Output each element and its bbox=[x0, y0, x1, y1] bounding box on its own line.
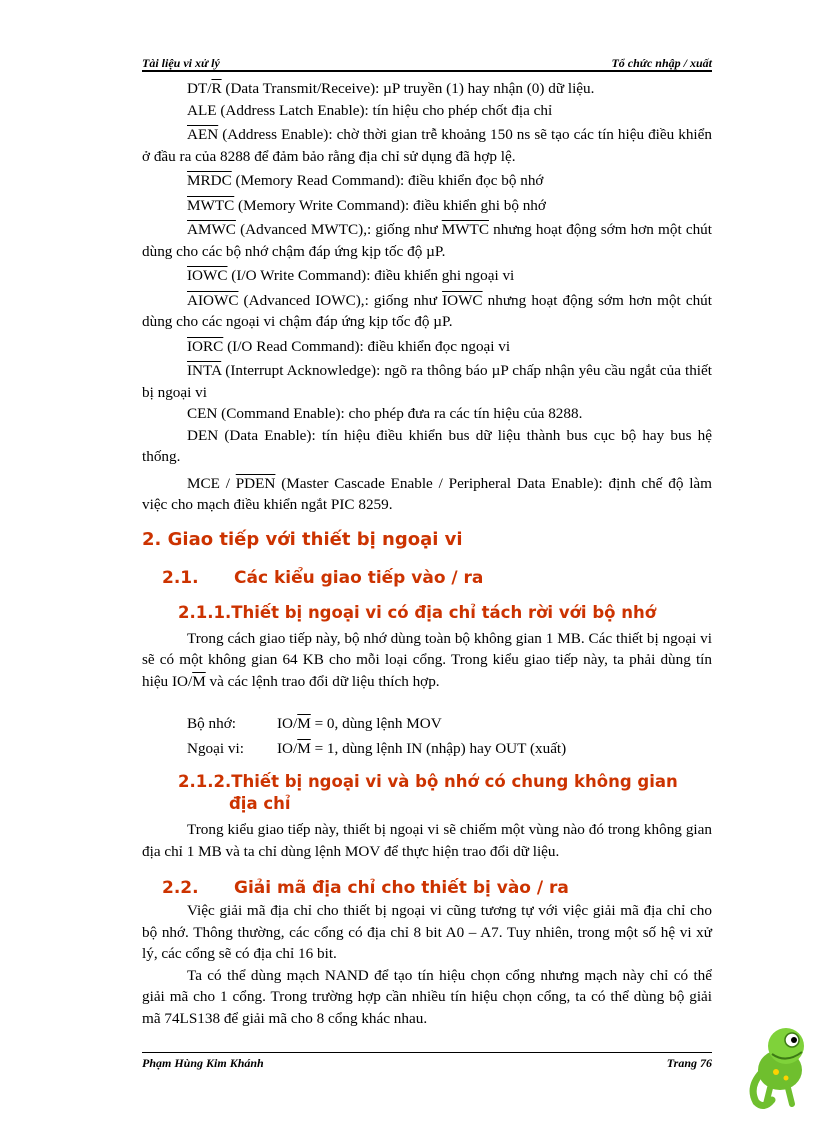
header-rule bbox=[142, 70, 712, 72]
heading-section-2-1: 2.1. Các kiểu giao tiếp vào / ra bbox=[162, 567, 484, 588]
heading-section-2-2: 2.2. Giải mã địa chỉ cho thiết bị vào / ra bbox=[162, 878, 569, 898]
header-chapter-title: Tổ chức nhập / xuất bbox=[611, 56, 712, 70]
paragraph-address-decoding: Việc giải mã địa chỉ cho thiết bị ngoại vi cũng tương tự với việc giải mã địa chỉ cho bộ nhớ. Thông thường, các cổng có địa chỉ 8 bit A0 – A7. Tuy nhiên, trong một số hệ vi xử lý, các cổng sẽ có địa chỉ 16 bit. bbox=[142, 902, 712, 962]
chameleon-mascot-icon bbox=[742, 1012, 816, 1112]
signal-mce: MCE / PDEN (Master Cascade Enable / Peripheral Data Enable): định chế độ làm việc cho mạch điều khiển ngắt PIC 8259. bbox=[142, 474, 712, 513]
heading-section-2-1-2: 2.1.2.Thiết bị ngoại vi và bộ nhớ có chung không gian địa chỉ bbox=[178, 772, 678, 813]
signal-mwtc: MWTC (Memory Write Command): điều khiển ghi bộ nhớ bbox=[187, 196, 546, 214]
signal-cen: CEN (Command Enable): cho phép đưa ra các tín hiệu của 8288. bbox=[187, 405, 583, 422]
signal-iorc: IORC (I/O Read Command): điều khiển đọc ngoại vi bbox=[187, 337, 511, 355]
footer-author: Phạm Hùng Kim Khánh bbox=[142, 1056, 264, 1070]
heading-section-2: 2. Giao tiếp với thiết bị ngoại vi bbox=[142, 528, 463, 550]
page-content bbox=[142, 78, 712, 1029]
paragraph-nand-decoder: Ta có thể dùng mạch NAND để tạo tín hiệu chọn cổng nhưng mạch này chỉ có thể giải mã cho 1 cổng. Trong trường hợp cần nhiều tín hiệu chọn cổng, ta có thể dùng bộ giải mã 74LS138 để giải mã cho 8 cổng khác nhau. bbox=[142, 966, 712, 1027]
signal-inta: INTA (Interrupt Acknowledge): ngõ ra thông báo µP chấp nhận yêu cầu ngắt của thiết bị ngoại vi bbox=[142, 362, 712, 401]
definition-memory bbox=[142, 713, 712, 735]
blank-line bbox=[142, 692, 712, 710]
definition-label: Bộ nhớ: bbox=[187, 715, 236, 732]
signal-amwc: AMWC (Advanced MWTC),: giống như MWTC nhưng hoạt động sớm hơn một chút dùng cho các bộ nhớ chậm đáp ứng kịp tốc độ µP. bbox=[142, 221, 712, 260]
signal-aen: $\overline{AEN}$ (Address Enable): chờ thời gian trễ khoảng 150 ns sẽ tạo các tín hiệu điều khiển ở đầu ra của 8288 để đảm bảo rằng địa chỉ sử dụng đã hợp lệ. bbox=[142, 126, 712, 165]
paragraph-shared-address: Trong kiểu giao tiếp này, thiết bị ngoại vi sẽ chiếm một vùng nào đó trong không gian địa chỉ 1 MB và ta chỉ dùng lệnh MOV để thực hiện trao đổi dữ liệu. bbox=[142, 821, 712, 860]
paragraph-separate-address: Trong cách giao tiếp này, bộ nhớ dùng toàn bộ không gian 1 MB. Các thiết bị ngoại vi sẽ có một không gian 64 KB cho mỗi loại cổng. Trong kiểu giao tiếp này, ta phải dùng tín hiệu $IO/\overline{M}$ và các lệnh trao đổi dữ liệu thích hợp. bbox=[142, 629, 712, 690]
page-footer bbox=[142, 1056, 712, 1076]
signal-mrdc: MRDC (Memory Read Command): điều khiển đọc bộ nhớ bbox=[187, 172, 544, 189]
definition-value: $IO/\overline{M} = 0$, dùng lệnh MOV bbox=[277, 715, 442, 732]
signal-aiowc: AIOWC (Advanced IOWC),: giống như IOWC nhưng hoạt động sớm hơn một chút dùng cho các ngoại vi chậm đáp ứng kịp tốc độ µP. bbox=[142, 291, 712, 330]
definition-peripheral bbox=[142, 738, 712, 760]
header-doc-title: Tài liệu vi xử lý bbox=[142, 56, 220, 70]
heading-section-2-1-1: 2.1.1.Thiết bị ngoại vi có địa chỉ tách rời với bộ nhớ bbox=[178, 602, 657, 622]
page-number: Trang 76 bbox=[666, 1056, 712, 1070]
signal-dtr: $DT/\overline{R}$ (Data Transmit/Receive): µP truyền (1) hay nhận (0) dữ liệu. bbox=[187, 80, 595, 97]
running-header bbox=[142, 52, 712, 72]
signal-den: DEN (Data Enable): tín hiệu điều khiển bus dữ liệu thành bus cục bộ hay bus hệ thống. bbox=[142, 426, 712, 465]
signal-iowc: IOWC (I/O Write Command): điều khiển ghi ngoại vi bbox=[187, 267, 515, 284]
definition-value: $IO/\overline{M} = 1$, dùng lệnh IN (nhập) hay OUT (xuất) bbox=[277, 739, 567, 757]
definition-label: Ngoại vi: bbox=[187, 739, 244, 757]
signal-ale: ALE (Address Latch Enable): tín hiệu cho phép chốt địa chỉ bbox=[187, 101, 553, 119]
footer-rule bbox=[142, 1052, 712, 1053]
